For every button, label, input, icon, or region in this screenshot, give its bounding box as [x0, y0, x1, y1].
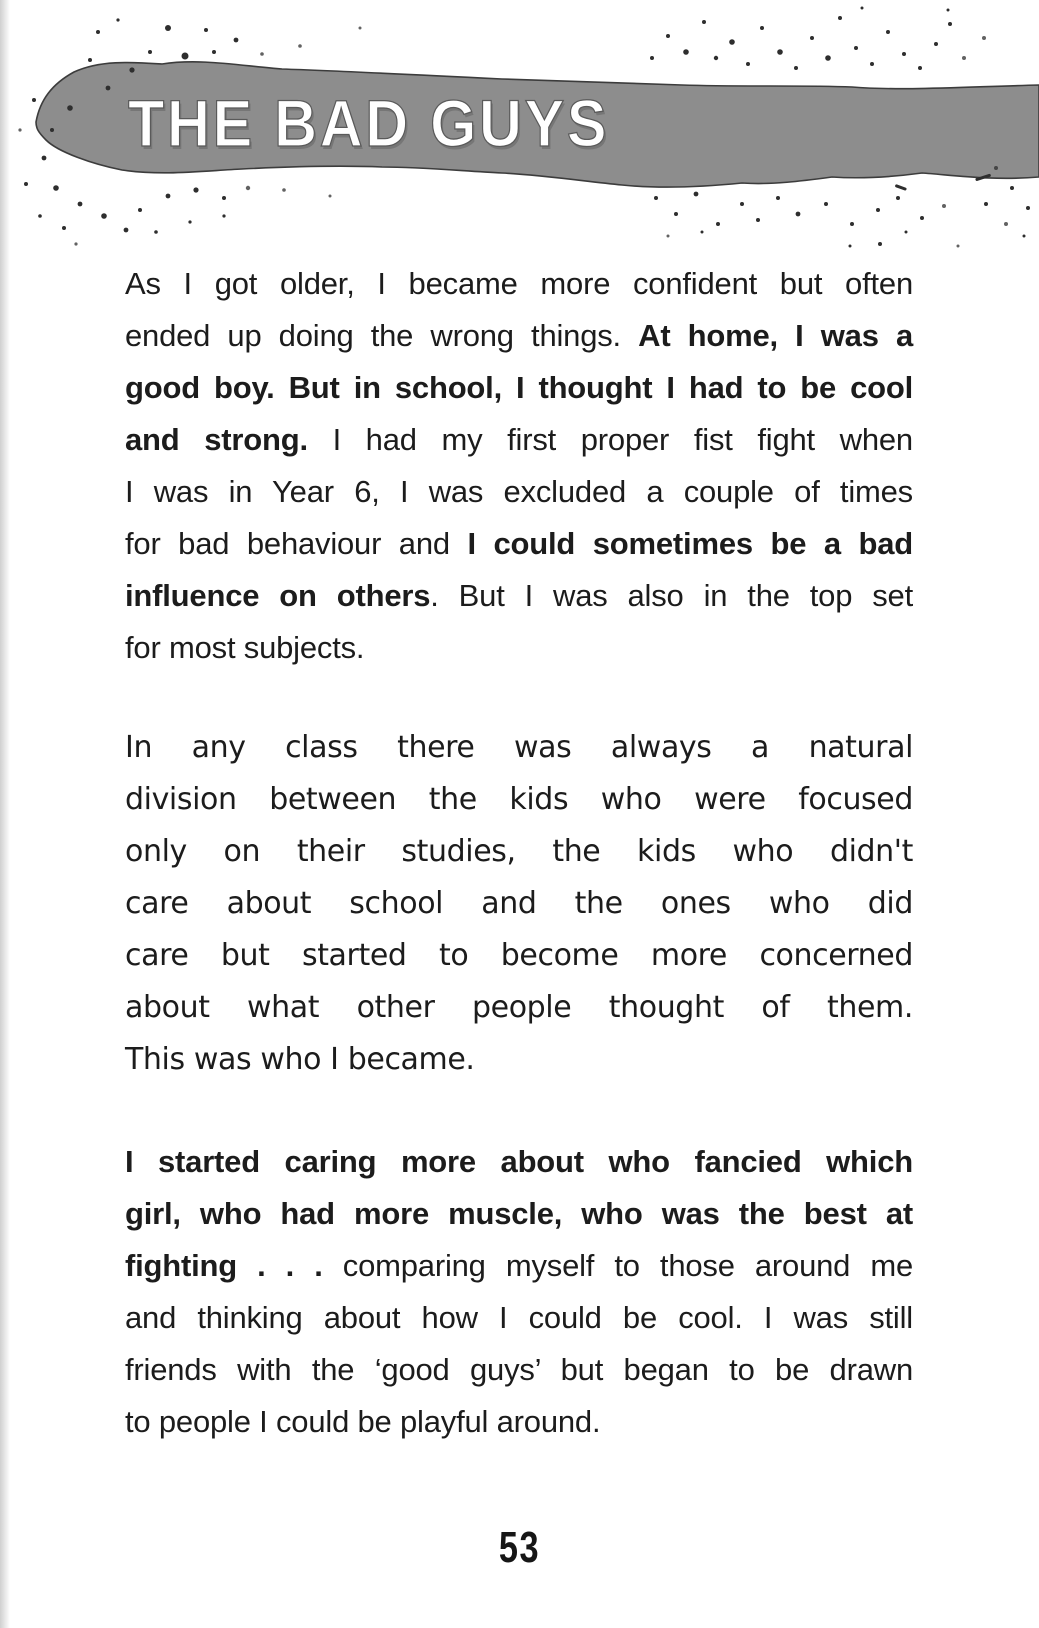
chapter-banner [0, 0, 1039, 260]
text-line [125, 1240, 913, 1292]
text-segment: As I got older, I became more confident but often [125, 266, 913, 301]
text-line [125, 1034, 913, 1086]
text-segment: ended up doing the wrong things. [125, 318, 639, 353]
text-line [125, 930, 913, 982]
text-segment: I had my first proper fist fight when [332, 422, 913, 457]
page-number: 53 [498, 1523, 541, 1572]
text-segment: . But I was also in the top set [430, 578, 914, 613]
bold-text-segment: girl, who had more muscle, who was the best at [125, 1196, 913, 1231]
text-line [125, 1396, 913, 1448]
text-line [125, 310, 913, 362]
text-line [125, 826, 913, 878]
text-segment: only on their studies, the kids who didn't [125, 834, 913, 869]
paint-splatter-top [650, 7, 986, 71]
paragraph-2 [125, 722, 913, 1086]
text-line [125, 722, 913, 774]
bold-text-segment: and strong. [125, 422, 333, 457]
bold-text-segment: I started caring more about who fancied which [125, 1144, 913, 1179]
text-line [125, 982, 913, 1034]
bold-text-segment: At home, I was a [638, 318, 913, 353]
text-segment: care but started to become more concerned [125, 938, 913, 973]
bold-text-segment: I could sometimes be a bad [467, 526, 913, 561]
text-segment: This was who I became. [125, 1042, 475, 1077]
text-line [125, 1188, 913, 1240]
text-segment: care about school and the ones who did [125, 886, 913, 921]
text-segment: I was in Year 6, I was excluded a couple of times [125, 474, 913, 509]
text-line [125, 1292, 913, 1344]
text-line [125, 622, 913, 674]
text-segment: In any class there was always a natural [125, 730, 913, 765]
paragraph-3 [125, 1136, 913, 1448]
text-segment: friends with the ‘good guys’ but began to be drawn [125, 1352, 913, 1387]
text-line [125, 774, 913, 826]
text-line [125, 414, 913, 466]
bold-text-segment: influence on others [125, 578, 431, 613]
text-line [125, 362, 913, 414]
text-line [125, 570, 913, 622]
text-segment: comparing myself to those around me [342, 1248, 914, 1283]
text-line [125, 466, 913, 518]
text-segment: to people I could be playful around. [125, 1404, 601, 1439]
paragraph-1 [125, 258, 913, 674]
text-line [125, 1344, 913, 1396]
text-line [125, 1136, 913, 1188]
chapter-title: THE BAD GUYS [128, 86, 610, 160]
text-segment: division between the kids who were focused [125, 782, 913, 817]
text-segment: and thinking about how I could be cool. I was still [125, 1300, 913, 1335]
text-line [125, 258, 913, 310]
text-line [125, 518, 913, 570]
text-segment: for most subjects. [125, 630, 365, 665]
text-line [125, 878, 913, 930]
text-segment: about what other people thought of them. [125, 990, 913, 1025]
bold-text-segment: fighting . . . [125, 1248, 343, 1283]
bold-text-segment: good boy. But in school, I thought I had to be cool [125, 370, 913, 405]
text-segment: for bad behaviour and [125, 526, 468, 561]
